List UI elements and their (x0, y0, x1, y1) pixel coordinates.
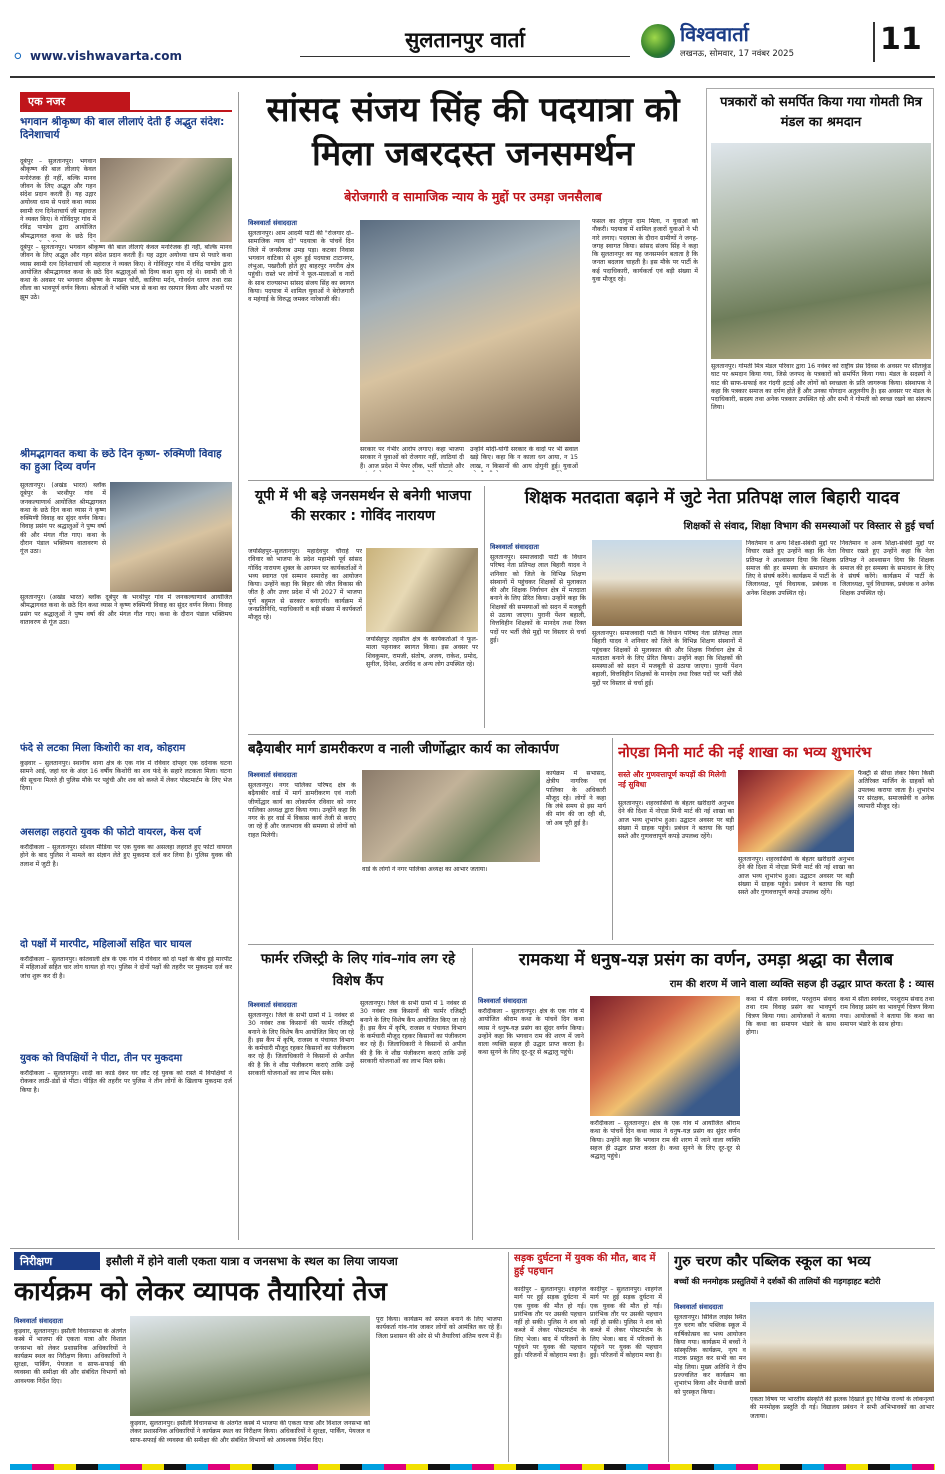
masthead (0, 0, 945, 72)
lead-col2: सरकार पर गंभीर आरोप लगाए। कहा भाजपा सरकार ने युवाओं को रोजगार नहीं, लाठियां दी हैं। आज प्रदेश में पेपर लीक, भर्ती घोटाले और (360, 446, 464, 470)
nirikshan-headline: कार्यक्रम को लेकर व्यापक तैयारियां तेज (14, 1277, 387, 1307)
story2-body-a: सुलतानपुर। (अखंड भारत) ब्लॉक दूबेपुर के भरथीपुर गांव में जनकल्याणार्थ आयोजित श्रीमद्भागवत कथा के छठे दिन कथा व्यास ने कृष्ण रुक्मिणी विवाह का सुंदर वर्णन किया। विवाह प्रसंग पर श्रद्धालुओं ने पुष्प वर्षा की और मंगल गीत गाए। कथा के दौरान पंडाल भक्तिमय वातावरण से गूंज उठा। (20, 482, 106, 556)
nirikshan-body: कुड़वार, सुलतानपुर। इसौली विधानसभा के अंतर्गत कस्बे में भाजपा की एकता यात्रा और विशाल जनसभा को लेकर प्रशासनिक अधिकारियों ने कार्यक्रम स्थल का निरीक्षण किया। अधिकारियों ने सुरक्षा, पार्किंग, पेयजल व साफ-सफाई की व्यवस्था की समीक्षा की और संबंधित विभागों को आवश्यक निर्देश दिए। (14, 1328, 126, 1385)
story5-headline: दो पक्षों में मारपीट, महिलाओं सहित चार घायल (20, 939, 192, 950)
farmer-body-b: सुलतानपुर। जिले के सभी ग्रामों में 1 नवंबर से 30 नवंबर तक किसानों की फार्मर रजिस्ट्री बनाने के लिए विशेष कैंप आयोजित किए जा रहे हैं। इस कैंप में कृषि, राजस्व व पंचायत विभाग के कर्मचारी मौजूद रहकर किसानों का पंजीकरण कर रहे हैं। जिलाधिकारी ने किसानों से अपील की है कि वे शीघ्र पंजीकरण कराएं ताकि उन्हें सरकारी योजनाओं का लाभ मिल सके। (360, 1000, 466, 1066)
road-rule (612, 738, 613, 940)
story1-body-b: दूबेपुर – सुलतानपुर। भगवान श्रीकृष्ण की बाल लीलाएं केवल मनोरंजक ही नहीं, बल्कि मानव जीवन के लिए अद्भुत और गहन संदेश प्रदान करती हैं। यह उद्गार अयोध्या धाम से पधारे कथा व्यास स्वामी रत्न दिनेशाचार्य जी महाराज ने व्यक्त किए। वे गोविंदपुर गांव में रविंद्र पाण्डेय द्वारा आयोजित श्रीमद्भागवत कथा के छठे दिन श्रद्धालुओं को दिव्य कथा सुना रहे थे। स्वामी जी ने कथा के अवसर पर भगवान श्रीकृष्ण के माखन चोरी, कालिया मर्दन, गोवर्धन धारण तथा रास लीला का भावपूर्ण वर्णन किया। श्रोताओं ने भक्ति भाव से कथा का रसपान किया और भजनों पर झूम उठे। (20, 244, 232, 301)
story1-body-a: दूबेपुर – सुलतानपुर। भगवान श्रीकृष्ण की बाल लीलाएं केवल मनोरंजक ही नहीं, बल्कि मानव जीवन के लिए अद्भुत और गहन संदेश प्रदान करती हैं। यह उद्गार अयोध्या धाम से पधारे कथा व्यास स्वामी रत्न दिनेशाचार्य जी महाराज ने व्यक्त किए। वे गोविंदपुर गांव में रविंद्र पाण्डेय द्वारा आयोजित श्रीमद्भागवत कथा के छठे दिन (20, 158, 96, 240)
noida-photo (738, 770, 854, 852)
left-column-rule (238, 92, 239, 1240)
shikshak-headline: शिक्षक मतदाता बढ़ाने में जुटे नेता प्रतिपक्ष लाल बिहारी यादव (524, 488, 900, 508)
lead-col1: सुलतानपुर। आम आदमी पार्टी की "रोजगार दो–सामाजिक न्याय दो" पदयात्रा के पांचवें दिन जिले में जनसैलाब उमड़ पड़ा। कटका निवास भगवान वाटिका से शुरू हुई पदयात्रा टाटानगर, लंभुआ, पखरौली होते हुए बाहरपुर नगरीय क्षेत्र पहुंची। रास्ते भर लोगों ने फूल-मालाओं व नारों के साथ राज्यसभा सांसद संजय सिंह का स्वागत किया। पदयात्रा में शामिल युवाओं ने बेरोजगारी व महंगाई के विरुद्ध जमकर नारेबाजी की। (248, 230, 354, 304)
registration-bar (10, 1464, 935, 1470)
lead-byline: विश्ववार्ता संवाददाता (248, 219, 297, 227)
story2-headline: श्रीमद्भागवत कथा के छठे दिन कृष्ण- रुक्मिणी विवाह का हुआ दिव्य वर्णन (20, 448, 222, 473)
dateline: लखनऊ, सोमवार, 17 नवंबर 2025 (680, 49, 794, 59)
shikshak-body: सुलतानपुर। समाजवादी पार्टी के विधान परिषद नेता प्रतिपक्ष लाल बिहारी यादव ने शनिवार को जिले के विभिन्न शिक्षण संस्थानों में पहुंचकर शिक्षकों से मुलाकात की और शिक्षक निर्वाचन क्षेत्र में मतदाता बनाने के लिए प्रेरित किया। उन्होंने कहा कि शिक्षकों की समस्याओं को सदन में मजबूती से उठाया जाएगा। पुरानी पेंशन बहाली, वित्तविहीन शिक्षकों के मानदेय तथा रिक्त पदों पर भर्ती जैसे मुद्दों पर विस्तार से चर्चा हुई। (490, 554, 586, 644)
accident-rule (668, 1252, 669, 1462)
story4-headline: असलहा लहराते युवक की फोटो वायरल, केस दर्ज (20, 827, 201, 838)
ramkatha-body: करौंदीकला – सुलतानपुर। क्षेत्र के एक गांव में आयोजित श्रीराम कथा के पांचवें दिन कथा व्यास ने धनुष-यज्ञ प्रसंग का सुंदर वर्णन किया। उन्होंने कहा कि भगवान राम की शरण में जाने वाला व्यक्ति सहज ही उद्धार प्राप्त करता है। कथा सुनने के लिए दूर-दूर से श्रद्धालु पहुंचे। (478, 1008, 584, 1057)
nirikshan-byline: विश्ववार्ता संवाददाता (14, 1317, 63, 1325)
road-byline: विश्ववार्ता संवाददाता (248, 771, 297, 779)
gomti-headline: पत्रकारों को समर्पित किया गया गोमती मित्र मंडल का श्रमदान (720, 95, 922, 130)
ek-nazar-label: एक नजर (20, 92, 130, 110)
school-photo (750, 1302, 934, 1392)
bottom-band-rule (10, 1248, 935, 1249)
noida-body2: फैक्ट्री से सीधा लेकर बिना किसी अतिरिक्त मार्जिन के ग्राहकों को उपलब्ध कराया जाता है। शुभारंभ पर संरक्षक, समाजसेवी व अनेक व्यापारी मौजूद रहे। (858, 770, 934, 811)
accident-body: कादीपुर – सुलतानपुर। शाहगंज मार्ग पर हुई सड़क दुर्घटना में एक युवक की मौत हो गई। प्रारंभिक तौर पर उसकी पहचान नहीं हो सकी। पुलिस ने शव को कब्जे में लेकर पोस्टमार्टम के लिए भेजा। बाद में परिजनों के पहुंचने पर युवक की पहचान हुई। परिजनों में कोहराम मचा है। (514, 1286, 586, 1360)
story4-body: करौंदीकला – सुलतानपुर। सोशल मीडिया पर एक युवक का असलहा लहराते हुए फोटो वायरल होने के बाद पुलिस ने मामले का संज्ञान लेते हुए मुकदमा दर्ज कर लिया है। पुलिस युवक की तलाश में जुटी है। (20, 844, 232, 868)
story1-headline: भगवान श्रीकृष्ण की बाल लीलाएं देती हैं अद्भुत संदेश: दिनेशाचार्य (20, 116, 225, 141)
road-caption: वार्ड के लोगों ने नगर पालिका अध्यक्ष का आभार जताया। (362, 866, 488, 873)
noida-body: सुलतानपुर। शहरवासियों के बेहतर खरीदारी अनुभव देने की दिशा में नोएडा मिनी मार्ट की नई शाखा का आज भव्य शुभारंभ हुआ। उद्घाटन अवसर पर बड़ी संख्या में ग्राहक पहुंचे। प्रबंधन ने बताया कि यहां सस्ते और गुणवत्तापूर्ण कपड़े उपलब्ध रहेंगे। (618, 800, 734, 841)
road-body2: कार्यक्रम में सभासद, क्षेत्रीय नागरिक एवं पालिका के अधिकारी मौजूद रहे। लोगों ने कहा कि लंबे समय से इस मार्ग की मांग की जा रही थी, जो अब पूरी हुई है। (546, 770, 606, 827)
page-number: 11 (880, 22, 922, 57)
farmer-byline: विश्ववार्ता संवाददाता (248, 1001, 297, 1009)
farmer-body: सुलतानपुर। जिले के सभी ग्रामों में 1 नवंबर से 30 नवंबर तक किसानों की फार्मर रजिस्ट्री बनाने के लिए विशेष कैंप आयोजित किए जा रहे हैं। इस कैंप में कृषि, राजस्व व पंचायत विभाग के कर्मचारी मौजूद रहकर किसानों का पंजीकरण कर रहे हैं। जिलाधिकारी ने किसानों से अपील की है कि वे शीघ्र पंजीकरण कराएं ताकि उन्हें सरकारी योजनाओं का लाभ मिल सके। (248, 1012, 354, 1078)
ek-nazar-column (20, 92, 232, 1240)
school-body: सुलतानपुर। सिविल लाइंस स्थित गुरु चरण कौर पब्लिक स्कूल में वार्षिकोत्सव का भव्य आयोजन किया गया। कार्यक्रम में बच्चों ने सांस्कृतिक कार्यक्रम, नृत्य व नाटक प्रस्तुत कर सभी का मन मोह लिया। मुख्य अतिथि ने दीप प्रज्ज्वलित कर कार्यक्रम का शुभारंभ किया और मेधावी छात्रों को पुरस्कृत किया। (674, 1314, 746, 1396)
story1-photo (100, 158, 232, 242)
bihar-body2: जयसिंहपुर तहसील क्षेत्र के कार्यकर्ताओं ने फूल-माला पहनाकर स्वागत किया। इस अवसर पर शिवकुमार, रामजी, संतोष, अजय, राकेश, प्रमोद, सुनील, दिनेश, अरविंद व अन्य लोग उपस्थित रहे। (366, 636, 478, 668)
lead-headline: सांसद संजय सिंह की पदयात्रा को मिला जबरदस्त जनसमर्थन (266, 90, 680, 174)
nirikshan-photo (130, 1316, 370, 1416)
page-divider (873, 22, 875, 62)
story3-body: कुड़वार – सुलतानपुर। स्थानीय थाना क्षेत्र के एक गांव में रविवार दोपहर एक दर्दनाक घटना सामने आई, जहां घर के अंदर 16 वर्षीय किशोरी का शव फंदे के सहारे लटकता मिला। घटना की सूचना मिलते ही पुलिस मौके पर पहुंची और शव को कब्जे में लेकर पोस्टमार्टम के लिए भेज दिया। (20, 760, 232, 792)
ramkatha-headline: रामकथा में धनुष-यज्ञ प्रसंग का वर्णन, उमड़ा श्रद्धा का सैलाब (518, 950, 894, 970)
ek-nazar-rule (20, 110, 232, 112)
road-body: सुलतानपुर। नगर पालिका परिषद क्षेत्र के बढ़ैयाबीर वार्ड में मार्ग डामरीकरण एवं नाली जीर्णोद्धार कार्य का लोकार्पण रविवार को नगर पालिका अध्यक्ष द्वारा किया गया। उन्होंने कहा कि नगर के हर वार्ड में विकास कार्य तेजी से कराए जा रहे हैं और जलभराव की समस्या से लोगों को राहत मिलेगी। (248, 782, 356, 839)
story2-photo (110, 482, 232, 592)
row3-rule (248, 944, 934, 945)
school-subhead: बच्चों की मनमोहक प्रस्तुतियों ने दर्शकों की तालियों की गड़गड़ाहट बटोरी (674, 1277, 881, 1286)
shikshak-body-b: सुलतानपुर। समाजवादी पार्टी के विधान परिषद नेता प्रतिपक्ष लाल बिहारी यादव ने शनिवार को जिले के विभिन्न शिक्षण संस्थानों में पहुंचकर शिक्षकों से मुलाकात की और शिक्षक निर्वाचन क्षेत्र में मतदाता बनाने के लिए प्रेरित किया। उन्होंने कहा कि शिक्षकों की समस्याओं को सदन में मजबूती से उठाया जाएगा। पुरानी पेंशन बहाली, वित्तविहीन शिक्षकों के मानदेय तथा रिक्त पदों पर भर्ती जैसे मुद्दों पर विस्तार से चर्चा हुई। (592, 630, 742, 687)
lead-col4: फसल का दोगुना दाम मिला, न युवाओं को नौकरी। पदयात्रा में शामिल हजारों युवाओं ने भी नारे लगाए। पदयात्रा के दौरान ग्रामीणों ने जगह-जगह स्वागत किया। सांसद संजय सिंह ने कहा कि सुलतानपुर का यह जनसमर्थन बताता है कि जनता बदलाव चाहती है। इस मौके पर पार्टी के कई पदाधिकारी, कार्यकर्ता एवं बड़ी संख्या में युवा मौजूद रहे। (592, 218, 698, 284)
brand-name: विश्ववार्ता (680, 22, 749, 46)
logo-icon (641, 24, 675, 58)
accident-body-b: कादीपुर – सुलतानपुर। शाहगंज मार्ग पर हुई सड़क दुर्घटना में एक युवक की मौत हो गई। प्रारंभिक तौर पर उसकी पहचान नहीं हो सकी। पुलिस ने शव को कब्जे में लेकर पोस्टमार्टम के लिए भेजा। बाद में परिजनों के पहुंचने पर युवक की पहचान हुई। परिजनों में कोहराम मचा है। (590, 1286, 662, 1360)
road-photo (362, 770, 540, 862)
farmer-rule (472, 948, 473, 1240)
lead-photo (360, 220, 580, 442)
school-headline: गुरु चरण कौर पब्लिक स्कूल का भव्य (674, 1254, 871, 1270)
farmer-headline: फार्मर रजिस्ट्री के लिए गांव–गांव लग रहे विशेष कैंप (260, 951, 456, 989)
ramkatha-byline: विश्ववार्ता संवाददाता (478, 997, 527, 1005)
gomti-photo (711, 143, 931, 359)
nirikshan-kicker: इसौली में होने वाली एकता यात्रा व जनसभा के स्थल का लिया जायजा (106, 1254, 398, 1268)
gomti-body: सुलतानपुर। गोमती मित्र मंडल परिवार द्वारा 16 नवंबर को राष्ट्रीय प्रेस दिवस के अवसर पर सीताकुंड घाट पर श्रमदान किया गया, जिसे जनपद के पत्रकारों को समर्पित किया गया। मंडल के सदस्यों ने घाट की साफ-सफाई कर गंदगी हटाई और लोगों को स्वच्छता के प्रति जागरूक किया। संस्थापक ने कहा कि पत्रकार समाज का दर्पण होते हैं और उनका योगदान अतुलनीय है। इस अवसर पर मंडल के पदाधिकारी, सदस्य तथा अनेक पत्रकार उपस्थित रहे और सभी ने गोमती को स्वच्छ रखने का संकल्प लिया। (711, 363, 931, 412)
ramkatha-body-b: करौंदीकला – सुलतानपुर। क्षेत्र के एक गांव में आयोजित श्रीराम कथा के पांचवें दिन कथा व्यास ने धनुष-यज्ञ प्रसंग का सुंदर वर्णन किया। उन्होंने कहा कि भगवान राम की शरण में जाने वाला व्यक्ति सहज ही उद्धार प्राप्त करता है। कथा सुनने के लिए दूर-दूर से श्रद्धालु पहुंचे। (590, 1120, 740, 1161)
site-url[interactable]: www.vishwavarta.com (30, 49, 182, 63)
noida-body-b: सुलतानपुर। शहरवासियों के बेहतर खरीदारी अनुभव देने की दिशा में नोएडा मिनी मार्ट की नई शाखा का आज भव्य शुभारंभ हुआ। उद्घाटन अवसर पर बड़ी संख्या में ग्राहक पहुंचे। प्रबंधन ने बताया कि यहां सस्ते और गुणवत्तापूर्ण कपड़े उपलब्ध रहेंगे। (738, 856, 854, 897)
gomti-box (706, 88, 934, 480)
nirikshan-body2: पूरा किया। कार्यक्रम को सफल बनाने के लिए भाजपा कार्यकर्ता गांव-गांव जाकर लोगों को आमंत्रित कर रहे हैं। जिला प्रशासन की ओर से भी तैयारियां अंतिम चरण में हैं। (376, 1316, 502, 1340)
lead-col3: उन्होंने मोदी-योगी सरकार के वादों पर भी सवाल खड़े किए। कहा कि न काला धन आया, न 15 लाख, न किसानों की आय दोगुनी हुई। युवाओं (470, 446, 578, 470)
masthead-rule (10, 76, 935, 78)
ramkatha-photo (590, 996, 740, 1116)
ramkatha-body2: कथा में सीता स्वयंवर, परशुराम संवाद तथा राम विवाह प्रसंग का भावपूर्ण चित्रण किया गया। आयोजकों ने बताया कि कथा का समापन भंडारे के साथ होगा। (746, 996, 836, 1037)
nirikshan-body-b: कुड़वार, सुलतानपुर। इसौली विधानसभा के अंतर्गत कस्बे में भाजपा की एकता यात्रा और विशाल जनसभा को लेकर प्रशासनिक अधिकारियों ने कार्यक्रम स्थल का निरीक्षण किया। अधिकारियों ने सुरक्षा, पार्किंग, पेयजल व साफ-सफाई की व्यवस्था की समीक्षा की और संबंधित विभागों को आवश्यक निर्देश दिए। (130, 1420, 370, 1444)
section-title: सुलतानपुर वार्ता (405, 28, 525, 52)
shikshak-body2: निवर्तमान व अन्य शिक्षा-संबंधी मुद्दों पर विचार रखते हुए उन्होंने कहा कि नेता प्रतिपक्ष ने आश्वासन दिया कि शिक्षक समाज की हर समस्या के समाधान के लिए वे संघर्ष करेंगे। कार्यक्रम में पार्टी के जिलाध्यक्ष, पूर्व विधायक, प्रबंधक व अनेक शिक्षक उपस्थित रहे। (746, 540, 836, 597)
row2-rule (248, 734, 934, 735)
story2-body-b: सुलतानपुर। (अखंड भारत) ब्लॉक दूबेपुर के भरथीपुर गांव में जनकल्याणार्थ आयोजित श्रीमद्भागवत कथा के छठे दिन कथा व्यास ने कृष्ण रुक्मिणी विवाह का सुंदर वर्णन किया। विवाह प्रसंग पर श्रद्धालुओं ने पुष्प वर्षा की और मंगल गीत गाए। कथा के दौरान पंडाल भक्तिमय वातावरण से गूंज उठा। (20, 594, 232, 626)
shikshak-photo (592, 540, 742, 626)
ramkatha-body2-b: कथा में सीता स्वयंवर, परशुराम संवाद तथा राम विवाह प्रसंग का भावपूर्ण चित्रण किया गया। आयोजकों ने बताया कि कथा का समापन भंडारे के साथ होगा। (840, 996, 934, 1028)
globe-icon: ⚪ (12, 50, 24, 64)
bihar-rule (484, 486, 485, 728)
story6-headline: युवक को विपक्षियों ने पीटा, तीन पर मुकदमा (20, 1053, 183, 1064)
story3-headline: फंदे से लटका मिला किशोरी का शव, कोहराम (20, 743, 186, 754)
nirikshan-rule (508, 1252, 509, 1462)
section-underline (300, 56, 630, 57)
shikshak-byline: विश्ववार्ता संवाददाता (490, 543, 539, 551)
bihar-photo (366, 548, 478, 632)
noida-headline: नोएडा मिनी मार्ट की नई शाखा का भव्य शुभारंभ (618, 745, 872, 761)
nirikshan-label: निरीक्षण (14, 1252, 100, 1270)
road-headline: बढ़ैयाबीर मार्ग डामरीकरण व नाली जीर्णोद्धार कार्य का लोकार्पण (248, 741, 559, 757)
shikshak-body2-b: निवर्तमान व अन्य शिक्षा-संबंधी मुद्दों पर विचार रखते हुए उन्होंने कहा कि नेता प्रतिपक्ष ने आश्वासन दिया कि शिक्षक समाज की हर समस्या के समाधान के लिए वे संघर्ष करेंगे। कार्यक्रम में पार्टी के जिलाध्यक्ष, पूर्व विधायक, प्रबंधक व अनेक शिक्षक उपस्थित रहे। (840, 540, 934, 597)
bihar-body: जयसिंहपुर–सुलतानपुर। महादेवपुर चौराहे पर रविवार को भाजपा के प्रदेश महामंत्री पूर्व सांसद गोविंद नारायण शुक्ल के आगमन पर कार्यकर्ताओं ने भव्य स्वागत एवं सम्मान समारोह का आयोजन किया। उन्होंने कहा कि बिहार की जीत विकास की जीत है और उत्तर प्रदेश में भी 2027 में भाजपा पूर्ण बहुमत से सरकार बनाएगी। कार्यक्रम में जनप्रतिनिधि, पदाधिकारी व बड़ी संख्या में कार्यकर्ता मौजूद रहे। (248, 548, 362, 622)
bihar-headline: यूपी में भी बड़े जनसमर्थन से बनेगी भाजपा की सरकार : गोविंद नारायण (254, 488, 472, 524)
ramkatha-subhead: राम की शरण में जाने वाला व्यक्ति सहज ही उद्धार प्राप्त करता है : व्यास (669, 979, 934, 990)
accident-headline: सड़क दुर्घटना में युवक की मौत, बाद में हुई पहचान (514, 1253, 656, 1277)
story6-body: करौंदीकला – सुलतानपुर। शादी का कार्ड देकर घर लौट रहे युवक को रास्ते में विपक्षियों ने रोककर लाठी-डंडों से पीटा। पीड़ित की तहरीर पर पुलिस ने तीन लोगों के खिलाफ मुकदमा दर्ज किया है। (20, 1070, 232, 1094)
row1-rule (248, 480, 934, 481)
lead-subhead: बेरोजगारी व सामाजिक न्याय के मुद्दों पर उमड़ा जनसैलाब (344, 189, 602, 204)
story5-body: करौंदीकला – सुलतानपुर। कोतवाली क्षेत्र के एक गांव में रविवार को दो पक्षों के बीच हुई मारपीट में महिलाओं सहित चार लोग घायल हो गए। पुलिस ने दोनों पक्षों की तहरीर पर मुकदमा दर्ज कर जांच शुरू कर दी है। (20, 956, 232, 980)
noida-kicker: सस्ते और गुणवत्तापूर्ण कपड़ों की मिलेगी नई सुविधा (618, 770, 727, 789)
shikshak-subhead: शिक्षकों से संवाद, शिक्षा विभाग की समस्याओं पर विस्तार से हुई चर्चा (683, 521, 934, 532)
school-body2: एकता विषय पर भारतीय संस्कृति की झलक दिखाते हुए विभिन्न राज्यों के लोकनृत्यों की मनमोहक प्रस्तुति दी गई। विद्यालय प्रबंधन ने सभी अभिभावकों का आभार जताया। (750, 1396, 934, 1420)
school-byline: विश्ववार्ता संवाददाता (674, 1303, 723, 1311)
